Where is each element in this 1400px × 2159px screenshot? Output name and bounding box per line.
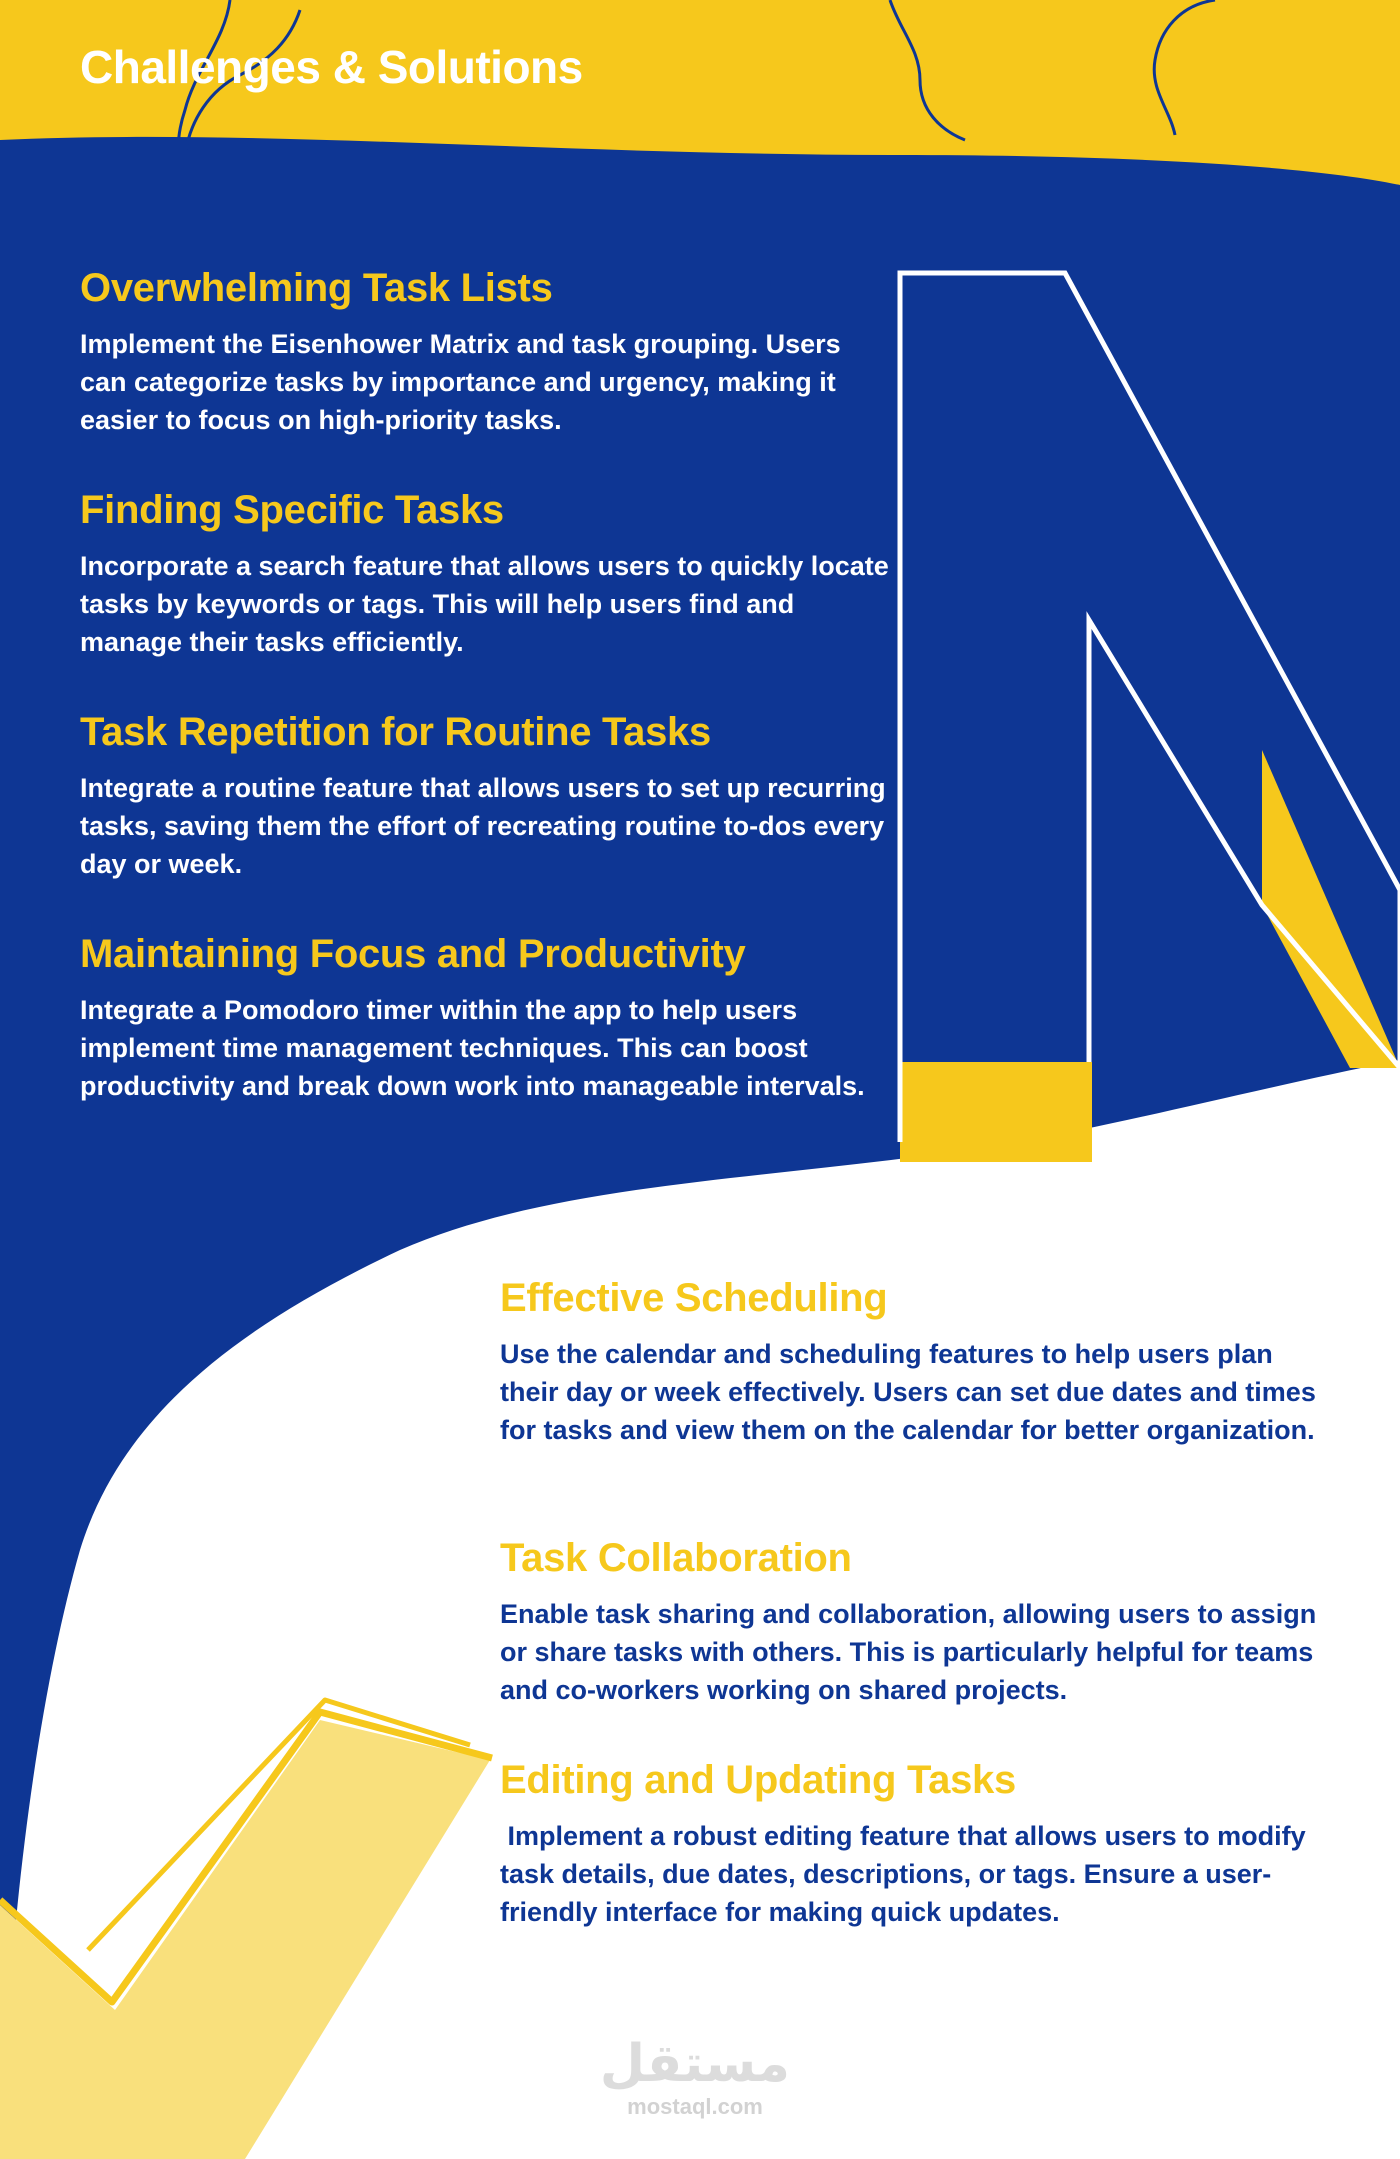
challenge-finding-specific-tasks [80, 487, 900, 661]
challenge-effective-scheduling [500, 1275, 1320, 1449]
challenge-task-repetition [80, 709, 890, 883]
challenge-title: Task Repetition for Routine Tasks [80, 710, 711, 754]
watermark [599, 2035, 790, 2120]
challenge-body: Integrate a routine feature that allows users to set up recurring tasks, saving them the effort of recreating routine to-dos every day or week. [80, 773, 886, 879]
challenge-body: Use the calendar and scheduling features to help users plan their day or week effectively. Users can set due dates and times for tasks and view them on the calendar for better organization. [500, 1339, 1316, 1445]
challenge-editing-updating [500, 1757, 1330, 1931]
challenge-title: Maintaining Focus and Productivity [80, 932, 746, 976]
challenge-maintaining-focus [80, 931, 910, 1105]
watermark-logo: مستقل [599, 2035, 790, 2093]
watermark-url: mostaql.com [627, 2094, 763, 2119]
challenge-body: Implement a robust editing feature that allows users to modify task details, due dates, descriptions, or tags. Ensure a user-friendly interface for making quick updates. [500, 1821, 1314, 1927]
challenge-body: Enable task sharing and collaboration, allowing users to assign or share tasks with others. This is particularly helpful for teams and co-workers working on shared projects. [500, 1599, 1317, 1705]
challenge-body: Integrate a Pomodoro timer within the app to help users implement time management techniques. This can boost productivity and break down work into manageable intervals. [80, 995, 865, 1101]
challenge-title: Editing and Updating Tasks [500, 1758, 1016, 1802]
page-title: Challenges & Solutions [80, 41, 583, 93]
challenge-title: Overwhelming Task Lists [80, 266, 553, 310]
challenge-body: Incorporate a search feature that allows users to quickly locate tasks by keywords or tags. This will help users find and manage their tasks efficiently. [80, 551, 889, 657]
n-yellow-block [900, 1062, 1092, 1162]
challenge-overwhelming-task-lists [80, 265, 890, 439]
challenge-title: Task Collaboration [500, 1536, 852, 1580]
challenge-task-collaboration [500, 1535, 1320, 1709]
challenge-body: Implement the Eisenhower Matrix and task grouping. Users can categorize tasks by importance and urgency, making it easier to focus on high-priority tasks. [80, 329, 841, 435]
challenge-title: Effective Scheduling [500, 1276, 888, 1320]
challenge-title: Finding Specific Tasks [80, 488, 504, 532]
